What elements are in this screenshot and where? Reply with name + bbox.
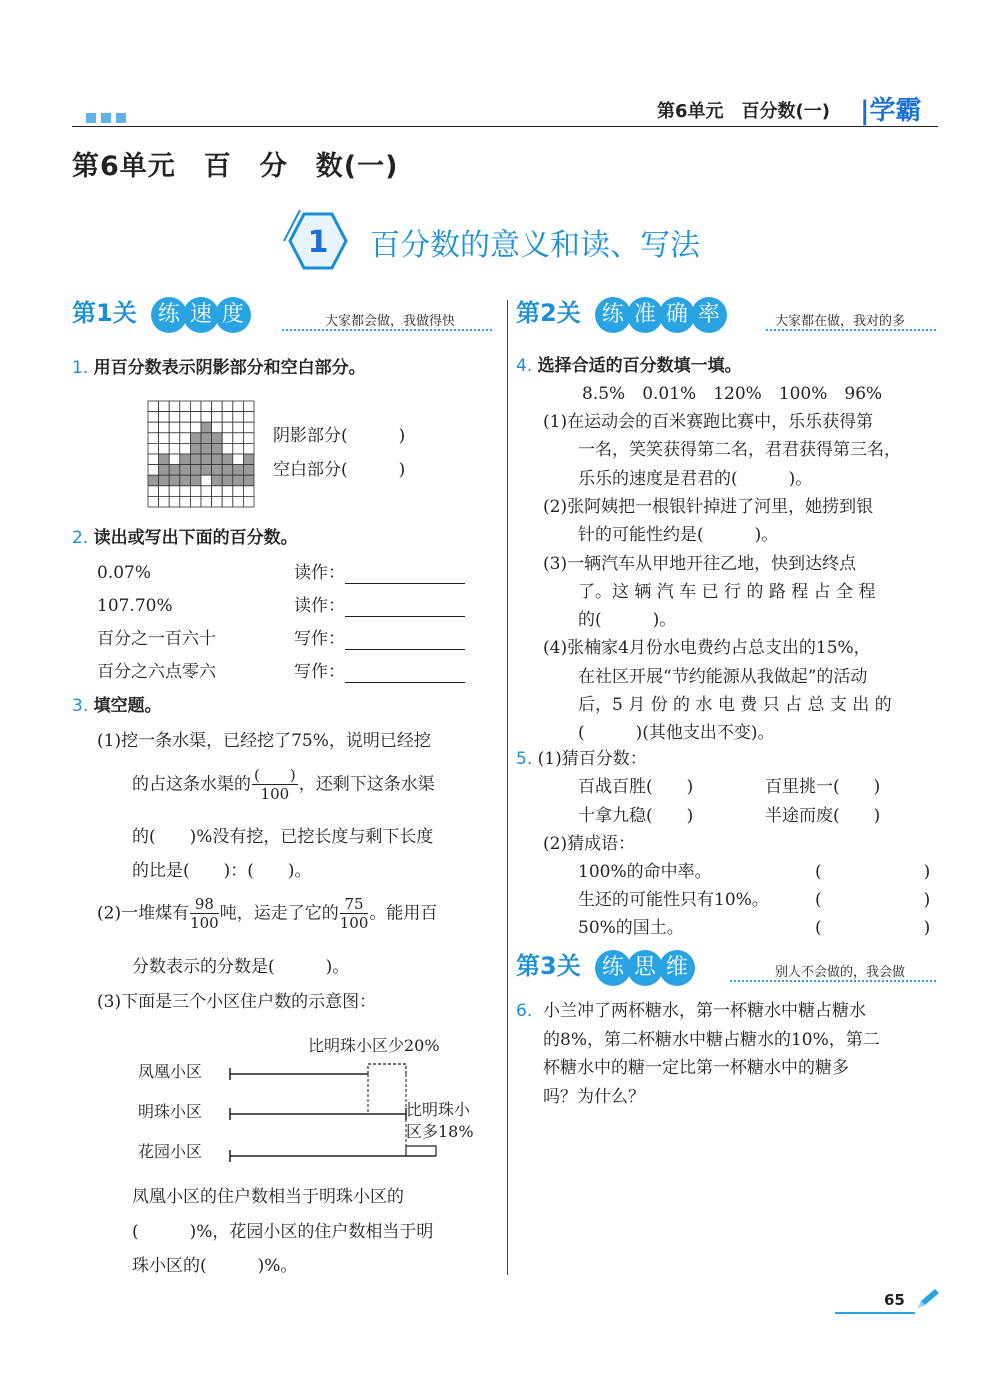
grid-cell [243, 486, 254, 497]
grid-cell [180, 401, 191, 412]
grid-cell [212, 496, 223, 507]
grid-cell-shaded [212, 475, 223, 486]
q2-item: 百分之一百六十 [97, 629, 216, 649]
grid-cell [222, 486, 233, 497]
tag-char: 维 [659, 950, 695, 986]
grid-cell [212, 486, 223, 497]
grid-cell [180, 496, 191, 507]
q6-line: 小兰冲了两杯糖水，第一杯糖水中糖占糖水 [543, 1001, 866, 1021]
tag-char: 度 [215, 297, 251, 333]
grid-cell-shaded [243, 465, 254, 476]
grid-cell [243, 433, 254, 444]
grid-cell-shaded [190, 465, 201, 476]
q4-line: (1)在运动会的百米赛跑比赛中，乐乐获得第 [543, 412, 874, 432]
grid-cell [159, 412, 170, 423]
grid-cell [169, 422, 180, 433]
grid-cell [233, 454, 244, 465]
grid-cell-shaded [243, 475, 254, 486]
q4-line: 后，5 月 份 的 水 电 费 只 占 总 支 出 的 [578, 695, 892, 715]
brand-logo: |学霸 [860, 96, 922, 126]
q1-shaded: 阴影部分( ) [273, 426, 406, 446]
q4-line: 在社区开展“节约能源从我做起”的活动 [578, 666, 868, 687]
diagram-row-label: 明珠小区 [138, 1102, 203, 1121]
q3-p3-ans1: 凤凰小区的住户数相当于明珠小区的 [132, 1187, 404, 1207]
q5-idiom: 生还的可能性只有10%。 [578, 890, 769, 910]
grid-cell-shaded [190, 433, 201, 444]
grid-cell [159, 422, 170, 433]
grid-cell [243, 401, 254, 412]
q5-idiom-blank: ( ) [815, 918, 931, 938]
grid-cell [180, 412, 191, 423]
section-2-underline [766, 329, 936, 331]
section-1-slogan: 大家都会做，我做得快 [325, 314, 456, 329]
q4-line: ( )(其他支出不变)。 [578, 723, 775, 744]
q2-item: 107.70% [97, 596, 173, 616]
shaded-grid [147, 400, 255, 508]
grid-cell [148, 412, 159, 423]
q1-text: 1. 用百分数表示阴影部分和空白部分。 [72, 358, 366, 378]
tag-char: 练 [595, 297, 631, 333]
tag-char: 率 [691, 297, 727, 333]
diagram-row-label: 花园小区 [138, 1142, 203, 1161]
grid-cell [180, 422, 191, 433]
q5-idiom-blank: ( ) [815, 890, 931, 910]
grid-cell [201, 401, 212, 412]
grid-cell [243, 496, 254, 507]
grid-cell-shaded [159, 454, 170, 465]
grid-cell-shaded [201, 465, 212, 476]
q4-options: 8.5% 0.01% 120% 100% 96% [582, 384, 883, 404]
diagram-label-right-1: 比明珠小 [406, 1100, 471, 1119]
grid-cell [243, 412, 254, 423]
grid-cell-shaded [201, 422, 212, 433]
grid-cell-shaded [159, 465, 170, 476]
q2-action: 读作： [294, 563, 465, 584]
lesson-title: 百分数的意义和读、写法 [370, 228, 700, 263]
grid-cell [222, 412, 233, 423]
answer-line[interactable] [345, 598, 465, 617]
grid-cell [159, 443, 170, 454]
grid-cell [190, 422, 201, 433]
q3-p1-line2: 的占这条水渠的 $\frac{( )}{100}$ ，还剩下这条水渠 [132, 766, 435, 803]
grid-cell-shaded [169, 475, 180, 486]
grid-cell-shaded [222, 454, 233, 465]
grid-cell [169, 443, 180, 454]
grid-cell-shaded [148, 475, 159, 486]
grid-cell [159, 486, 170, 497]
grid-cell [169, 486, 180, 497]
fraction: $\frac{( )}{100}$ [254, 766, 296, 803]
diagram-lines [130, 1030, 500, 1170]
q5-guess: 十拿九稳( ) [578, 806, 694, 826]
q2-row [97, 662, 216, 683]
q5-idiom: 100%的命中率。 [578, 862, 712, 882]
section-3-label: 第3关 [516, 952, 581, 980]
grid-cell [180, 486, 191, 497]
grid-cell-shaded [190, 454, 201, 465]
q3-p3-line1: (3)下面是三个小区住户数的示意图： [97, 992, 377, 1012]
grid-cell [201, 412, 212, 423]
answer-line[interactable] [345, 565, 465, 584]
grid-cell [233, 422, 244, 433]
grid-cell [180, 433, 191, 444]
q2-item: 0.07% [97, 563, 152, 583]
grid-cell [243, 422, 254, 433]
grid-cell [190, 412, 201, 423]
section-3-slogan: 别人不会做的，我会做 [775, 965, 906, 980]
grid-cell-shaded [201, 454, 212, 465]
grid-cell [159, 496, 170, 507]
grid-cell [148, 486, 159, 497]
grid-cell [201, 486, 212, 497]
answer-line[interactable] [345, 631, 465, 650]
unit-title: 第6单元 百 分 数(一) [72, 151, 399, 182]
q4-line: (4)张楠家4月份水电费约占总支出的15%， [543, 638, 871, 659]
q4-line: 针的可能性约是( )。 [578, 525, 779, 546]
grid-cell [180, 443, 191, 454]
grid-cell-shaded [233, 475, 244, 486]
q2-action: 写作： [294, 662, 465, 683]
q4-line: 一名，笑笑获得第二名，君君获得第三名， [578, 440, 901, 461]
q5-guess: 百里挑一( ) [765, 777, 881, 797]
grid-cell [190, 401, 201, 412]
community-diagram [130, 1030, 500, 1170]
q3-p2-line2: 分数表示的分数是( )。 [132, 957, 350, 977]
grid-cell [169, 401, 180, 412]
grid-cell [212, 412, 223, 423]
section-2-label: 第2关 [516, 299, 581, 327]
grid-cell [233, 496, 244, 507]
grid-cell-shaded [222, 475, 233, 486]
q2-row [97, 596, 173, 617]
q4-line: (3)一辆汽车从甲地开往乙地，快到达终点 [543, 553, 857, 574]
q2-action: 读作： [294, 596, 465, 617]
tag-char: 练 [595, 950, 631, 986]
lesson-number-badge [282, 210, 354, 272]
q6-line: 杯糖水中的糖一定比第一杯糖水中的糖多 [543, 1058, 849, 1078]
q6-num: 6. [516, 1001, 533, 1021]
grid-cell-shaded [243, 454, 254, 465]
grid-cell [201, 496, 212, 507]
footer-rule [835, 1312, 915, 1314]
q3-p2-line1: (2)一堆煤有 $\frac{98}{100}$ 吨，运走了它的 $\frac{75}{100}$ 。能用百 [97, 895, 438, 932]
grid-cell [190, 486, 201, 497]
diagram-label-right-2: 区多18% [406, 1122, 474, 1141]
q3-p1-line1: (1)挖一条水渠，已经挖了75%，说明已经挖 [97, 731, 431, 751]
grid-cell-shaded [212, 433, 223, 444]
header-rule [72, 126, 938, 127]
grid-cell-shaded [180, 465, 191, 476]
q4-line: 乐乐的速度是君君的( )。 [578, 468, 813, 489]
q2-row [97, 563, 151, 584]
q3-text: 3. 填空题。 [72, 696, 162, 716]
q6-line: 吗？为什么？ [543, 1086, 645, 1107]
grid-cell-shaded [233, 465, 244, 476]
q2-action: 写作： [294, 629, 465, 650]
section-1-label: 第1关 [72, 299, 137, 327]
grid-cell-shaded [201, 433, 212, 444]
grid-cell [148, 443, 159, 454]
grid-cell [169, 412, 180, 423]
answer-line[interactable] [345, 664, 465, 683]
header-unit-topic: 第6单元 百分数(一) [657, 101, 830, 122]
grid-cell-shaded [190, 443, 201, 454]
grid-cell-shaded [222, 465, 233, 476]
grid-cell [190, 496, 201, 507]
grid-cell [148, 454, 159, 465]
grid-cell [159, 401, 170, 412]
section-3-underline [730, 980, 936, 982]
grid-cell-shaded [180, 454, 191, 465]
grid-cell [222, 443, 233, 454]
grid-cell [148, 433, 159, 444]
tag-char: 确 [659, 297, 695, 333]
q5-guess: 半途而废( ) [765, 806, 881, 826]
q5-idiom-blank: ( ) [815, 862, 931, 882]
grid-cell [233, 443, 244, 454]
q2-item: 百分之六点零六 [97, 662, 216, 682]
grid-cell [222, 433, 233, 444]
grid-cell [201, 475, 212, 486]
grid-cell [148, 465, 159, 476]
section-2-slogan: 大家都在做，我对的多 [775, 314, 906, 329]
q4-line: (2)张阿姨把一根银针掉进了河里，她捞到银 [543, 496, 874, 517]
section-1-underline [282, 329, 492, 331]
q2-row [97, 629, 216, 650]
grid-cell [212, 422, 223, 433]
q5-idiom: 50%的国土。 [578, 918, 684, 938]
grid-cell [233, 401, 244, 412]
tag-char: 练 [151, 297, 187, 333]
column-divider [507, 300, 508, 1275]
q5-p1: 5. (1)猜百分数： [516, 749, 647, 769]
diagram-label-top: 比明珠小区少20% [308, 1036, 440, 1055]
grid-cell [169, 454, 180, 465]
q4-line: 的( )。 [578, 610, 677, 631]
grid-cell [233, 412, 244, 423]
grid-cell [233, 486, 244, 497]
grid-cell [243, 443, 254, 454]
grid-cell-shaded [212, 465, 223, 476]
lesson-number: 1 [307, 225, 329, 260]
q3-p3-ans2: ( )%，花园小区的住户数相当于明 [132, 1222, 434, 1242]
grid-cell [222, 401, 233, 412]
q4-text: 4. 选择合适的百分数填一填。 [516, 356, 742, 376]
pencil-icon [915, 1287, 941, 1311]
grid-cell [222, 496, 233, 507]
grid-cell-shaded [159, 475, 170, 486]
grid-cell [148, 422, 159, 433]
grid-cell-shaded [201, 443, 212, 454]
q6-line: 的8%，第二杯糖水中糖占糖水的10%，第二 [543, 1029, 880, 1050]
grid-cell-shaded [212, 454, 223, 465]
page-number: 65 [884, 1291, 905, 1309]
fraction: $\frac{98}{100}$ [190, 895, 219, 932]
q2-text: 2. 读出或写出下面的百分数。 [72, 528, 298, 548]
tag-char: 准 [627, 297, 663, 333]
grid-cell [233, 433, 244, 444]
grid-cell-shaded [212, 443, 223, 454]
q4-line: 了。这 辆 汽 车 已 行 的 路 程 占 全 程 [578, 581, 876, 602]
grid-cell [222, 422, 233, 433]
grid-cell [148, 496, 159, 507]
q3-p1-line4: 的比是( )：( )。 [132, 861, 312, 881]
grid-cell-shaded [190, 475, 201, 486]
grid-cell-shaded [169, 465, 180, 476]
grid-cell [212, 401, 223, 412]
grid-cell [148, 401, 159, 412]
grid-cell [169, 496, 180, 507]
diagram-row-label: 凤凰小区 [138, 1062, 203, 1081]
grid-cell-shaded [180, 475, 191, 486]
header-decoration [86, 108, 131, 127]
q3-p3-ans3: 珠小区的( )%。 [132, 1256, 298, 1276]
tag-char: 速 [183, 297, 219, 333]
grid-cell [169, 433, 180, 444]
tag-char: 思 [627, 950, 663, 986]
q5-p2: (2)猜成语： [543, 834, 636, 854]
grid-cell [159, 433, 170, 444]
q5-guess: 百战百胜( ) [578, 777, 694, 797]
q1-blank: 空白部分( ) [273, 460, 406, 480]
fraction: $\frac{75}{100}$ [339, 895, 369, 932]
q3-p1-line3: 的( )%没有挖，已挖长度与剩下长度 [132, 827, 434, 847]
